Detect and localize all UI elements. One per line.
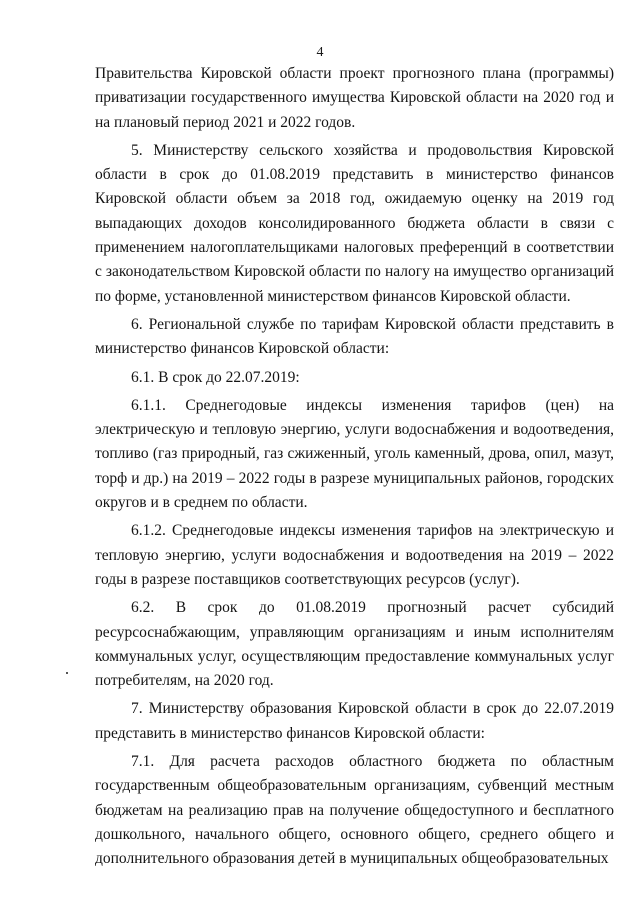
paragraph: 5. Министерству сельского хозяйства и продовольствия Кировской области в срок до 01.08.2019 представить в министерство финансов Кировской области объем за 2018 год, ожидаемую оценку на 2019 год выпадающих доходов консолидированного бюджета области в связи с применением налогоплательщиками налоговых преференций в соответствии с законодательством Кировской области по налогу на имущество организаций по форме, установленной министерством финансов Кировской области. [95, 141, 614, 305]
paragraph: Правительства Кировской области проект прогнозного плана (программы) приватизации государственного имущества Кировской области на 2020 год и на плановый период 2021 и 2022 годов. [95, 65, 614, 131]
paragraph: 6.1.1. Среднегодовые индексы изменения тарифов (цен) на электрическую и тепловую энергию, услуги водоснабжения и водоотведения, топливо (газ природный, газ сжиженный, уголь каменный, дрова, опил, мазут, торф и др.) на 2019 – 2022 годы в разрезе муниципальных районов, городских округов и в среднем по области. [95, 396, 614, 512]
scan-speck [66, 672, 68, 674]
paragraph: 6.1. В срок до 22.07.2019: [131, 368, 300, 386]
paragraph: 7. Министерству образования Кировской области в срок до 22.07.2019 представить в министерство финансов Кировской области: [95, 700, 614, 742]
document-body [95, 62, 614, 876]
page-number: 4 [316, 45, 324, 60]
paragraph: 7.1. Для расчета расходов областного бюджета по областным государственным общеобразовательным организациям, субвенций местным бюджетам на реализацию прав на получение общедоступного и бесплатного дошкольного, начального общего, основного общего, среднего общего и дополнительного образования детей в муниципальных общеобразовательных [95, 753, 614, 868]
paragraph: 6.2. В срок до 01.08.2019 прогнозный расчет субсидий ресурсоснабжающим, управляющим организациям и иным исполнителям коммунальных услуг, осуществляющим предоставление коммунальных услуг потребителям, на 2020 год. [95, 599, 614, 690]
paragraph: 6. Региональной службе по тарифам Кировской области представить в министерство финансов Кировской области: [95, 315, 614, 358]
paragraph: 6.1.2. Среднегодовые индексы изменения тарифов на электрическую и тепловую энергию, услуги водоснабжения и водоотведения на 2019 – 2022 годы в разрезе поставщиков соответствующих ресурсов (услуг). [95, 522, 614, 588]
